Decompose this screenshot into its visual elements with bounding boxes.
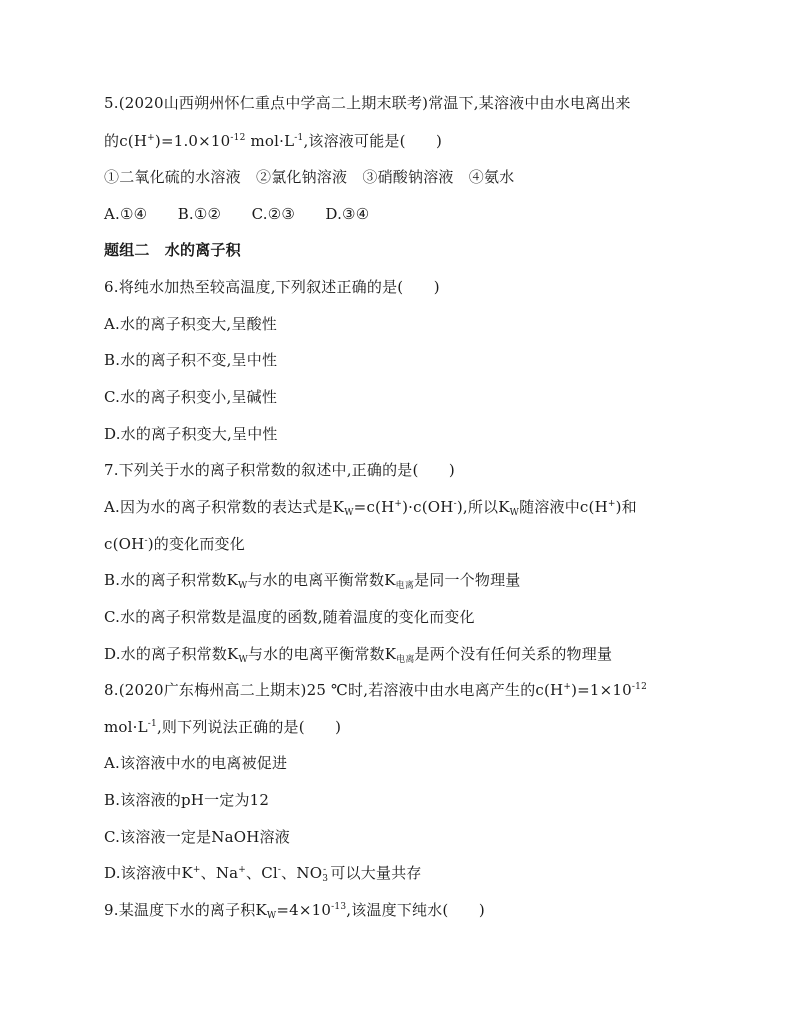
option-text: B.该溶液的pH一定为12 (104, 791, 270, 809)
q8-option-a (104, 753, 287, 773)
group-title-text: 题组二 水的离子积 (104, 241, 241, 259)
superscript: - (277, 865, 282, 875)
superscript: - (453, 499, 457, 509)
q6-option-a (104, 314, 277, 334)
group-title (104, 240, 241, 260)
text-seg: )=1×10 (571, 681, 632, 699)
text-seg: 与水的电离平衡常数K (247, 571, 396, 589)
superscript: + (607, 499, 616, 509)
q6-option-c (104, 387, 277, 407)
option-text: D.水的离子积变大,呈中性 (104, 425, 278, 443)
q7-stem-text: 7.下列关于水的离子积常数的叙述中,正确的是( ) (104, 461, 455, 479)
option-text: C.水的离子积变小,呈碱性 (104, 388, 278, 406)
subscript: W (238, 655, 248, 665)
subscript: W (344, 508, 354, 518)
text-seg: mol·L (245, 132, 295, 150)
superscript: -12 (631, 682, 648, 692)
text-seg: B.水的离子积常数K (104, 571, 238, 589)
text-seg: ),所以K (456, 498, 510, 516)
text-seg: c(OH (104, 535, 145, 553)
q5-stem-line2 (104, 131, 442, 151)
text-seg: 与水的电离平衡常数K (247, 645, 397, 663)
q5-stem-line1 (104, 93, 631, 113)
q5-choices-text: ①二氧化硫的水溶液 ②氯化钠溶液 ③硝酸钠溶液 ④氨水 (104, 168, 515, 186)
text-seg: ,则下列说法正确的是( ) (156, 718, 342, 736)
q6-option-b (104, 350, 277, 370)
text-seg: )=1.0×10 (154, 132, 231, 150)
q8-stem-line2 (104, 717, 341, 737)
subscript: W (266, 911, 277, 921)
superscript: + (147, 133, 155, 143)
text-seg: 是同一个物理量 (414, 571, 521, 589)
superscript: - (323, 865, 327, 875)
q5-choices-line (104, 167, 514, 187)
superscript: + (192, 865, 201, 875)
text-seg: ,该温度下纯水( ) (346, 901, 485, 919)
text-seg: =4×10 (276, 901, 332, 919)
q5-stem-text: 5.(2020山西朔州怀仁重点中学高二上期末联考)常温下,某溶液中由水电离出来 (104, 94, 631, 112)
subscript: W (238, 581, 248, 591)
superscript: + (394, 499, 403, 509)
option-text: A.水的离子积变大,呈酸性 (104, 315, 277, 333)
superscript: -12 (230, 133, 246, 143)
subscript: W (509, 508, 520, 518)
subscript: 3 (322, 874, 329, 884)
text-seg: 可以大量共存 (330, 864, 422, 882)
text-seg: D.水的离子积常数K (104, 645, 239, 663)
option-text: A.该溶液中水的电离被促进 (104, 754, 288, 772)
text-seg: 、Cl (246, 864, 278, 882)
text-seg: ,该溶液可能是( ) (303, 132, 443, 150)
q8-option-d (104, 863, 422, 883)
text-seg: mol·L (104, 718, 148, 736)
superscript: - (144, 536, 148, 546)
superscript: + (563, 682, 572, 692)
q9-stem (104, 900, 485, 920)
q7-stem (104, 460, 455, 480)
text-seg: =c(H (353, 498, 395, 516)
q7-option-b (104, 570, 520, 590)
q8-option-c (104, 827, 290, 847)
q5-options (104, 204, 369, 224)
q8-stem-line1 (104, 680, 647, 700)
q7-option-a-line1 (104, 497, 637, 517)
option-text: C.水的离子积常数是温度的函数,随着温度的变化而变化 (104, 608, 475, 626)
text-seg: 、NO (281, 864, 323, 882)
text-seg: )·c(OH (402, 498, 454, 516)
option-text: C.该溶液一定是NaOH溶液 (104, 828, 290, 846)
text-seg: )和 (615, 498, 637, 516)
superscript: -1 (294, 133, 304, 143)
q6-option-d (104, 424, 278, 444)
subscript: 电离 (395, 581, 415, 591)
text-seg: 8.(2020广东梅州高二上期末)25 ℃时,若溶液中由水电离产生的c(H (104, 681, 564, 699)
text-seg: A.因为水的离子积常数的表达式是K (104, 498, 345, 516)
q5-options-text: A.①④ B.①② C.②③ D.③④ (104, 205, 370, 223)
superscript: + (238, 865, 247, 875)
q6-stem-text: 6.将纯水加热至较高温度,下列叙述正确的是( ) (104, 278, 440, 296)
q8-option-b (104, 790, 269, 810)
q6-stem (104, 277, 440, 297)
text-seg: D.该溶液中K (104, 864, 193, 882)
text-seg: 的c(H (104, 132, 148, 150)
subscript: 电离 (396, 655, 415, 665)
q7-option-c (104, 607, 475, 627)
superscript: -13 (331, 902, 347, 912)
text-seg: 、Na (200, 864, 239, 882)
q7-option-d (104, 644, 612, 664)
text-seg: 9.某温度下水的离子积K (104, 901, 267, 919)
superscript: -1 (147, 719, 157, 729)
text-seg: 随溶液中c(H (519, 498, 608, 516)
option-text: B.水的离子积不变,呈中性 (104, 351, 278, 369)
text-seg: )的变化而变化 (147, 535, 245, 553)
text-seg: 是两个没有任何关系的物理量 (414, 645, 613, 663)
q7-option-a-line2 (104, 534, 245, 554)
